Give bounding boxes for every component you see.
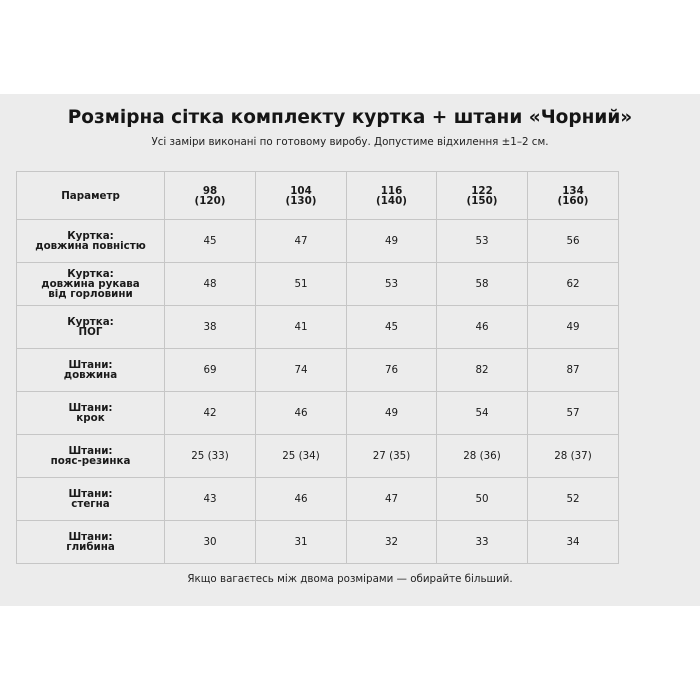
value-cell: 50 bbox=[437, 478, 528, 521]
value-cell: 49 bbox=[528, 306, 619, 349]
param-line: ПОГ bbox=[78, 326, 103, 338]
value-cell: 74 bbox=[256, 349, 347, 392]
table-row bbox=[17, 220, 619, 263]
value-cell: 76 bbox=[347, 349, 437, 392]
value-cell: 49 bbox=[347, 220, 437, 263]
param-cell bbox=[17, 349, 165, 392]
value-cell: 27 (35) bbox=[347, 435, 437, 478]
value-cell: 28 (37) bbox=[528, 435, 619, 478]
param-line: стегна bbox=[71, 498, 110, 510]
size-alt-label: (120) bbox=[194, 194, 226, 207]
value-cell: 33 bbox=[437, 521, 528, 564]
value-cell: 25 (34) bbox=[256, 435, 347, 478]
table-row bbox=[17, 521, 619, 564]
size-alt-label: (130) bbox=[285, 194, 317, 207]
page-subtitle: Усі заміри виконані по готовому виробу. Допустиме відхилення ±1–2 см. bbox=[151, 136, 549, 148]
size-alt-label: (140) bbox=[376, 194, 407, 207]
param-line: Штани: bbox=[68, 531, 113, 543]
size-label: 134 bbox=[562, 184, 584, 197]
value-cell: 53 bbox=[437, 220, 528, 263]
value-cell: 47 bbox=[347, 478, 437, 521]
param-cell bbox=[17, 220, 165, 263]
param-line: довжина рукава bbox=[41, 278, 140, 290]
size-table bbox=[16, 171, 619, 564]
value-cell: 43 bbox=[165, 478, 256, 521]
value-cell: 30 bbox=[165, 521, 256, 564]
value-cell: 46 bbox=[256, 392, 347, 435]
size-header bbox=[165, 172, 256, 220]
param-line: Куртка: bbox=[67, 230, 114, 242]
param-cell bbox=[17, 478, 165, 521]
value-cell: 48 bbox=[165, 263, 256, 306]
value-cell: 49 bbox=[347, 392, 437, 435]
value-cell: 46 bbox=[437, 306, 528, 349]
size-label: 116 bbox=[380, 184, 403, 197]
value-cell: 32 bbox=[347, 521, 437, 564]
param-line: Куртка: bbox=[67, 316, 114, 328]
param-line: глибина bbox=[66, 541, 115, 553]
table-header-row bbox=[17, 172, 619, 220]
param-line: Штани: bbox=[68, 359, 113, 371]
value-cell: 87 bbox=[528, 349, 619, 392]
value-cell: 41 bbox=[256, 306, 347, 349]
size-header bbox=[528, 172, 619, 220]
value-cell: 56 bbox=[528, 220, 619, 263]
footer-note: Якщо вагаєтесь між двома розмірами — обирайте більший. bbox=[187, 573, 513, 585]
size-header bbox=[347, 172, 437, 220]
size-alt-label: (160) bbox=[557, 194, 589, 207]
size-header bbox=[256, 172, 347, 220]
value-cell: 31 bbox=[256, 521, 347, 564]
param-cell bbox=[17, 306, 165, 349]
value-cell: 82 bbox=[437, 349, 528, 392]
param-cell bbox=[17, 521, 165, 564]
param-line: Куртка: bbox=[67, 268, 114, 280]
value-cell: 45 bbox=[347, 306, 437, 349]
value-cell: 28 (36) bbox=[437, 435, 528, 478]
value-cell: 47 bbox=[256, 220, 347, 263]
value-cell: 46 bbox=[256, 478, 347, 521]
param-cell bbox=[17, 263, 165, 306]
value-cell: 69 bbox=[165, 349, 256, 392]
page-title: Розмірна сітка комплекту куртка + штани «Чорний» bbox=[67, 107, 633, 128]
value-cell: 57 bbox=[528, 392, 619, 435]
param-line: Штани: bbox=[68, 445, 113, 457]
value-cell: 52 bbox=[528, 478, 619, 521]
value-cell: 38 bbox=[165, 306, 256, 349]
value-cell: 53 bbox=[347, 263, 437, 306]
param-cell bbox=[17, 392, 165, 435]
param-line: Штани: bbox=[68, 488, 113, 500]
param-line: Штани: bbox=[68, 402, 113, 414]
size-alt-label: (150) bbox=[466, 194, 498, 207]
value-cell: 62 bbox=[528, 263, 619, 306]
size-label: 104 bbox=[290, 184, 312, 197]
table-row bbox=[17, 306, 619, 349]
param-line: довжина bbox=[63, 369, 118, 381]
value-cell: 42 bbox=[165, 392, 256, 435]
value-cell: 25 (33) bbox=[165, 435, 256, 478]
value-cell: 45 bbox=[165, 220, 256, 263]
param-line: довжина повністю bbox=[35, 240, 146, 252]
table-row bbox=[17, 478, 619, 521]
param-header: Параметр bbox=[17, 172, 165, 220]
value-cell: 58 bbox=[437, 263, 528, 306]
table-row bbox=[17, 349, 619, 392]
param-line: від горловини bbox=[48, 288, 133, 300]
table-row bbox=[17, 435, 619, 478]
param-cell bbox=[17, 435, 165, 478]
size-label: 98 bbox=[202, 184, 218, 197]
value-cell: 34 bbox=[528, 521, 619, 564]
value-cell: 51 bbox=[256, 263, 347, 306]
table-row bbox=[17, 392, 619, 435]
table-row bbox=[17, 263, 619, 306]
param-line: пояс-резинка bbox=[50, 455, 131, 467]
param-line: крок bbox=[76, 412, 105, 424]
size-header bbox=[437, 172, 528, 220]
value-cell: 54 bbox=[437, 392, 528, 435]
size-label: 122 bbox=[471, 184, 493, 197]
